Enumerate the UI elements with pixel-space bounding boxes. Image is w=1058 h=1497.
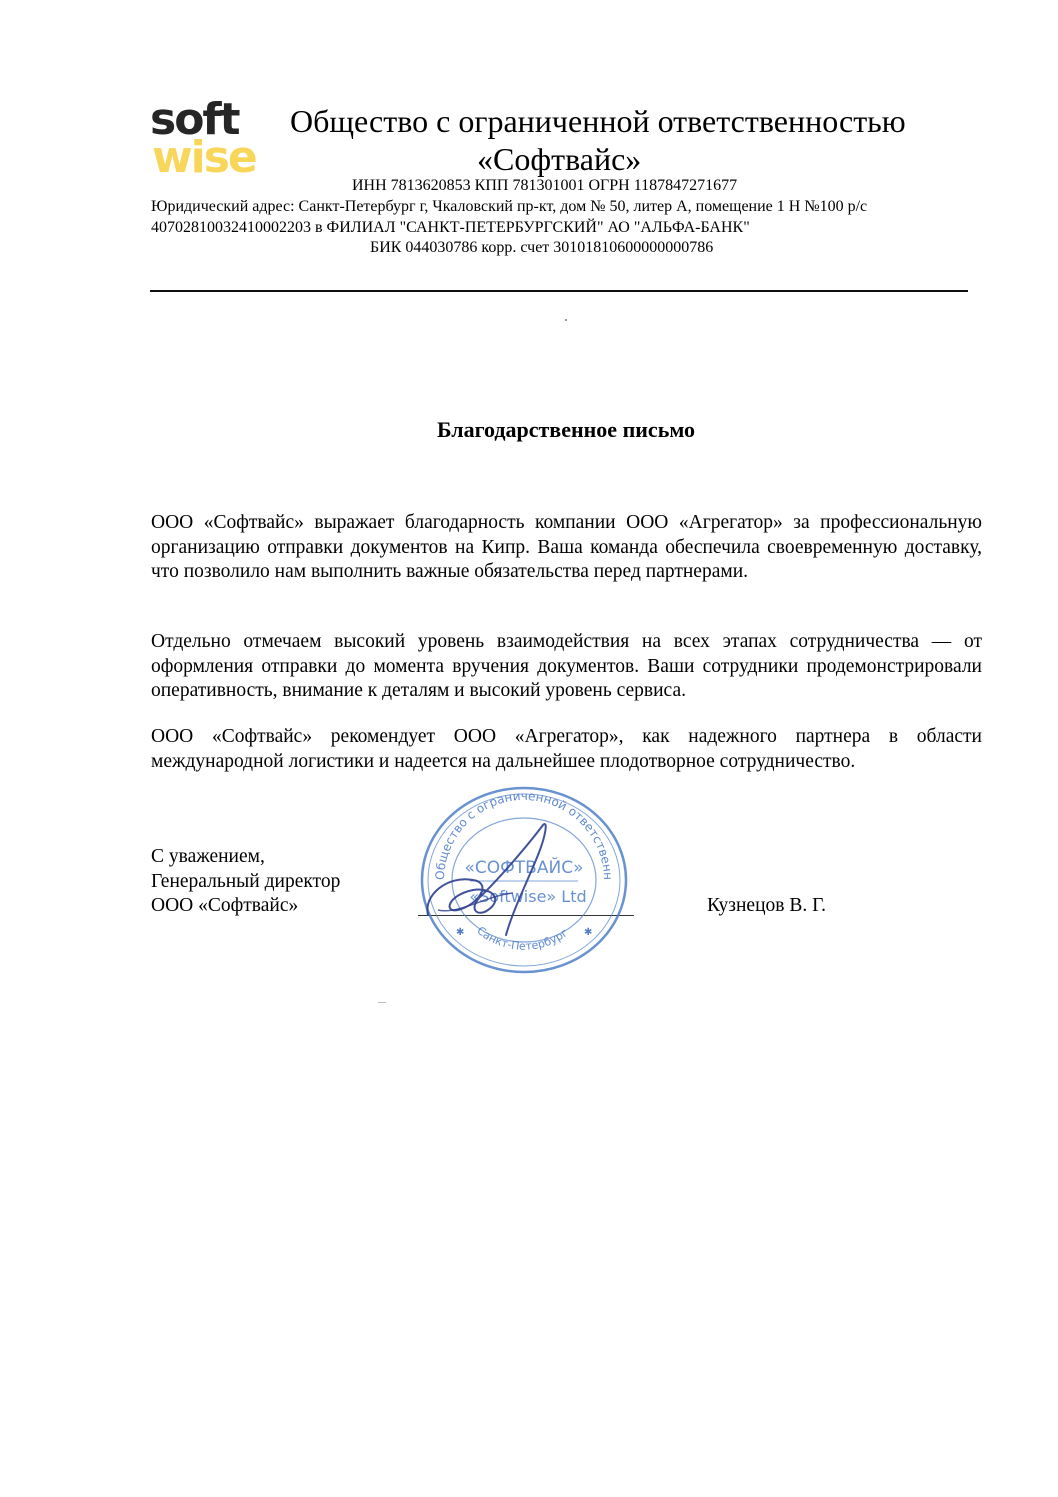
company-logo [150,94,262,183]
stamp-star-right: ✱ [584,927,593,938]
requisites-address: Юридический адрес: Санкт-Петербург г, Чкаловский пр-кт, дом № 50, литер А, помещение 1 Н №100 р/с [151,198,868,215]
letterhead-company-name: «Софтвайс» [477,141,642,177]
stamp-graphic [418,785,630,975]
letter-paragraph: Отдельно отмечаем высокий уровень взаимодействия на всех этапах сотрудничества — от оформления отправки до момента вручения документов. Ваши сотрудники продемонстрировали оперативность, внимание к деталям и высокий уровень сервиса. [151,631,982,701]
closing-block [151,845,340,919]
signer-name: Кузнецов В. Г. [707,895,827,916]
closing-company: ООО «Софтвайс» [151,895,299,916]
stamp-city-text: Санкт-Петербург [474,923,571,953]
stamp-star-left: ✱ [456,927,465,938]
letterhead-divider [150,290,968,292]
stamp-ring-text: Общество с ограниченной ответственн [432,788,616,881]
letter-paragraph: ООО «Софтвайс» рекомендует ООО «Агрегатор», как надежного партнера в области международной логистики и надеется на дальнейшее плодотворное сотрудничество. [151,726,982,772]
scan-speck [565,319,567,321]
letterhead-title: Общество с ограниченной ответственностью [290,103,906,139]
logo-text-soft: soft [150,94,239,145]
stamp-name-ru: «СОФТВАЙС» [464,858,584,878]
company-stamp [418,785,630,975]
requisites-tax-ids: ИНН 7813620853 КПП 781301001 ОГРН 1187847271677 [352,177,738,194]
logo-text-wise: wise [152,132,256,183]
scan-speck [378,1002,386,1003]
requisites-bank-account: 40702810032410002203 в ФИЛИАЛ "САНКТ-ПЕТЕРБУРГСКИЙ" АО "АЛЬФА-БАНК" [151,219,750,236]
stamp-name-en: «Softwise» Ltd [469,887,587,906]
requisites-bik: БИК 044030786 корр. счет 30101810600000000786 [370,239,714,256]
letter-paragraph: ООО «Софтвайс» выражает благодарность компании ООО «Агрегатор» за профессиональную организацию отправки документов на Кипр. Ваша команда обеспечила своевременную доставку, что позволило нам выполнить важные обязательства перед партнерами. [151,512,982,582]
closing-position: Генеральный директор [151,870,341,892]
closing-salutation: С уважением, [151,846,265,867]
letter-title: Благодарственное письмо [436,417,696,442]
